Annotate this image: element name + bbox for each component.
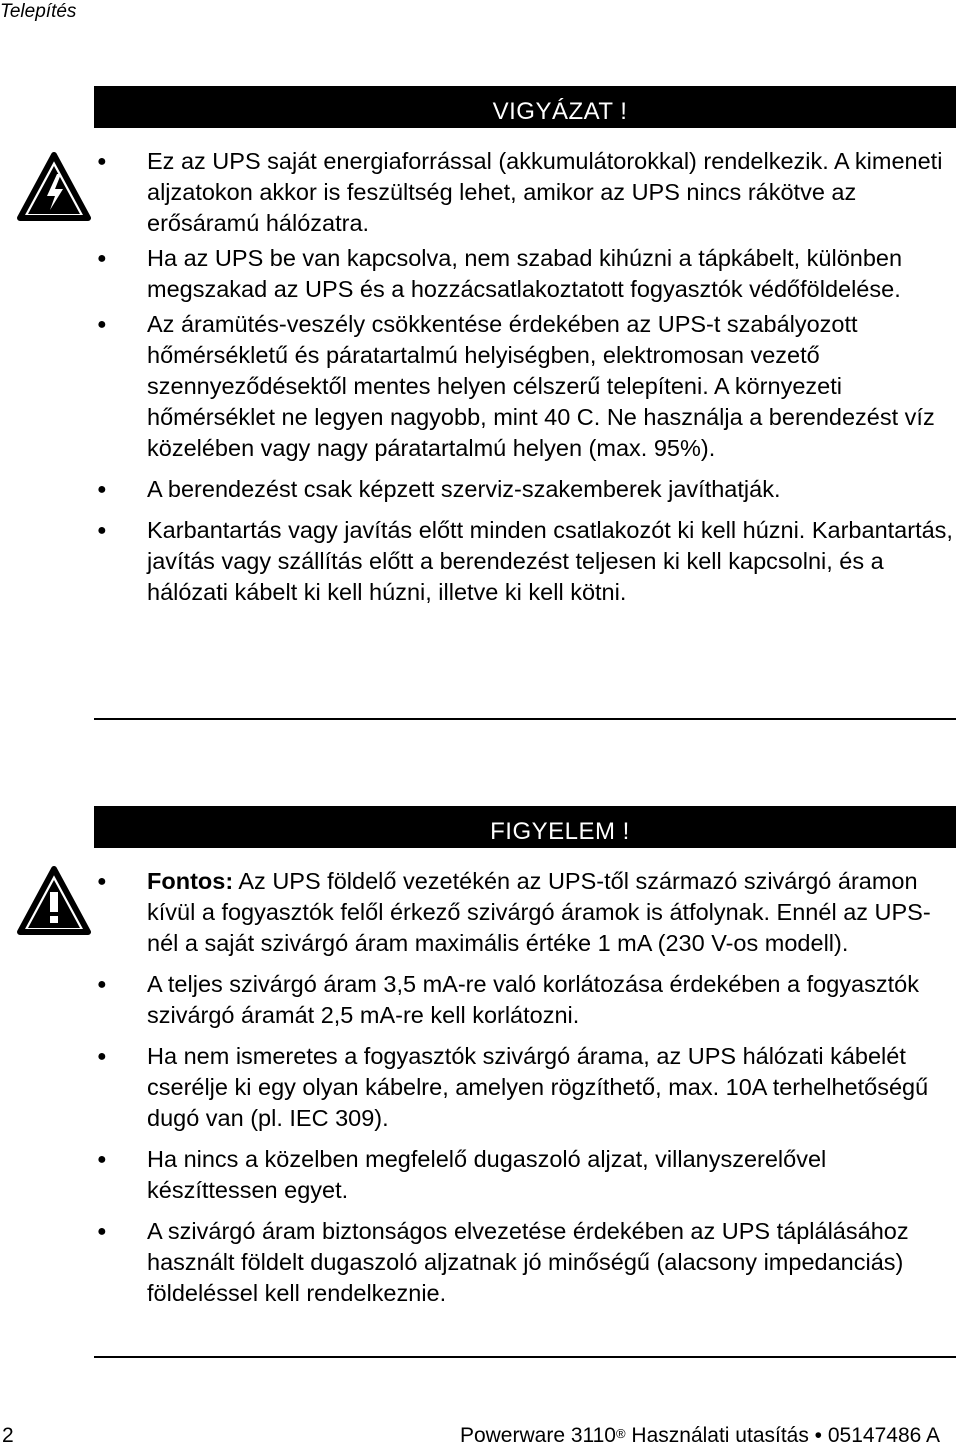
bullet-icon: ●: [97, 481, 107, 498]
warning-item: ● A berendezést csak képzett szerviz-szakemberek javíthatják.: [94, 474, 960, 505]
bullet-icon: ●: [97, 976, 107, 993]
section-title: Telepítés: [0, 1, 77, 22]
warning-item: ● Karbantartás vagy javítás előtt minden csatlakozót ki kell húzni. Karbantartás, javítás vagy szállítás előtt a berendezést teljesen ki kell kapcsolni, és a hálózati kábelt ki kell húzni, illetve ki kell kötni.: [97, 517, 953, 605]
bullet-icon: ●: [97, 316, 107, 333]
caution-item: ● Fontos: Az UPS földelő vezetékén az UPS-től származó szivárgó áramon kívül a fogyasztók felől érkező szivárgó áramok is átfolynak. Ennél az UPS-nél a saját szivárgó áram maximális értéke 1 mA (230 V-os modell).: [97, 868, 931, 956]
bullet-icon: ●: [97, 522, 107, 539]
bullet-icon: ●: [97, 250, 107, 267]
electrical-hazard-icon: [17, 152, 91, 222]
warning-item: ● Ha az UPS be van kapcsolva, nem szabad kihúzni a tápkábelt, különben megszakad az UPS és a hozzácsatlakoztatott fogyasztók védőföldelése.: [97, 245, 903, 302]
exclamation-warning-icon: [17, 866, 91, 936]
warning-divider: [94, 718, 956, 720]
bullet-icon: ●: [97, 1223, 107, 1240]
caution-title: FIGYELEM !: [490, 818, 630, 845]
bullet-icon: ●: [97, 873, 107, 890]
caution-banner: [94, 806, 956, 848]
warning-banner: [94, 86, 956, 128]
warning-list: [94, 146, 960, 608]
page-number: 2: [2, 1424, 14, 1447]
caution-item: ● Ha nincs a közelben megfelelő dugaszoló aljzat, villanyszerelővel készíttessen egyet.: [97, 1146, 827, 1203]
bullet-icon: ●: [97, 153, 107, 170]
caution-item: ● A teljes szivárgó áram 3,5 mA-re való korlátozása érdekében a fogyasztók szivárgó áramát 2,5 mA-re kell korlátozni.: [97, 971, 919, 1028]
warning-item: ● Ez az UPS saját energiaforrással (akkumulátorokkal) rendelkezik. A kimeneti aljzatokon akkor is feszültség lehet, amikor az UPS nincs rákötve az erősáramú hálózatra.: [97, 148, 943, 236]
caution-item: ● Ha nem ismeretes a fogyasztók szivárgó árama, az UPS hálózati kábelét cserélje ki egy olyan kábelre, amelyen rögzíthető, max. 10A terhelhetőségű dugó van (pl. IEC 309).: [97, 1043, 929, 1131]
caution-list: [94, 866, 960, 1309]
warning-title: VIGYÁZAT !: [492, 98, 628, 125]
caution-divider: [94, 1356, 956, 1358]
bullet-icon: ●: [97, 1151, 107, 1168]
caution-item: ● A szivárgó áram biztonságos elvezetése érdekében az UPS táplálásához használt földelt dugaszoló aljzatnak jó minőségű (alacsony impedanciás) földeléssel kell rendelkeznie.: [97, 1218, 909, 1306]
warning-item: ● Az áramütés-veszély csökkentése érdekében az UPS-t szabályozott hőmérsékletű és páratartalmú helyiségben, elektromosan vezető szennyeződésektől mentes helyen célszerű telepíteni. A környezeti hőmérséklet ne legyen nagyobb, mint 40 C. Ne használja a berendezést víz közelében vagy nagy páratartalmú helyen (max. 95%).: [97, 311, 935, 461]
product-line: Powerware 3110® Használati utasítás • 05147486 A: [459, 1424, 940, 1447]
registered-mark: ®: [616, 1426, 626, 1441]
bullet-icon: ●: [97, 1048, 107, 1065]
page-footer: [0, 1424, 960, 1448]
